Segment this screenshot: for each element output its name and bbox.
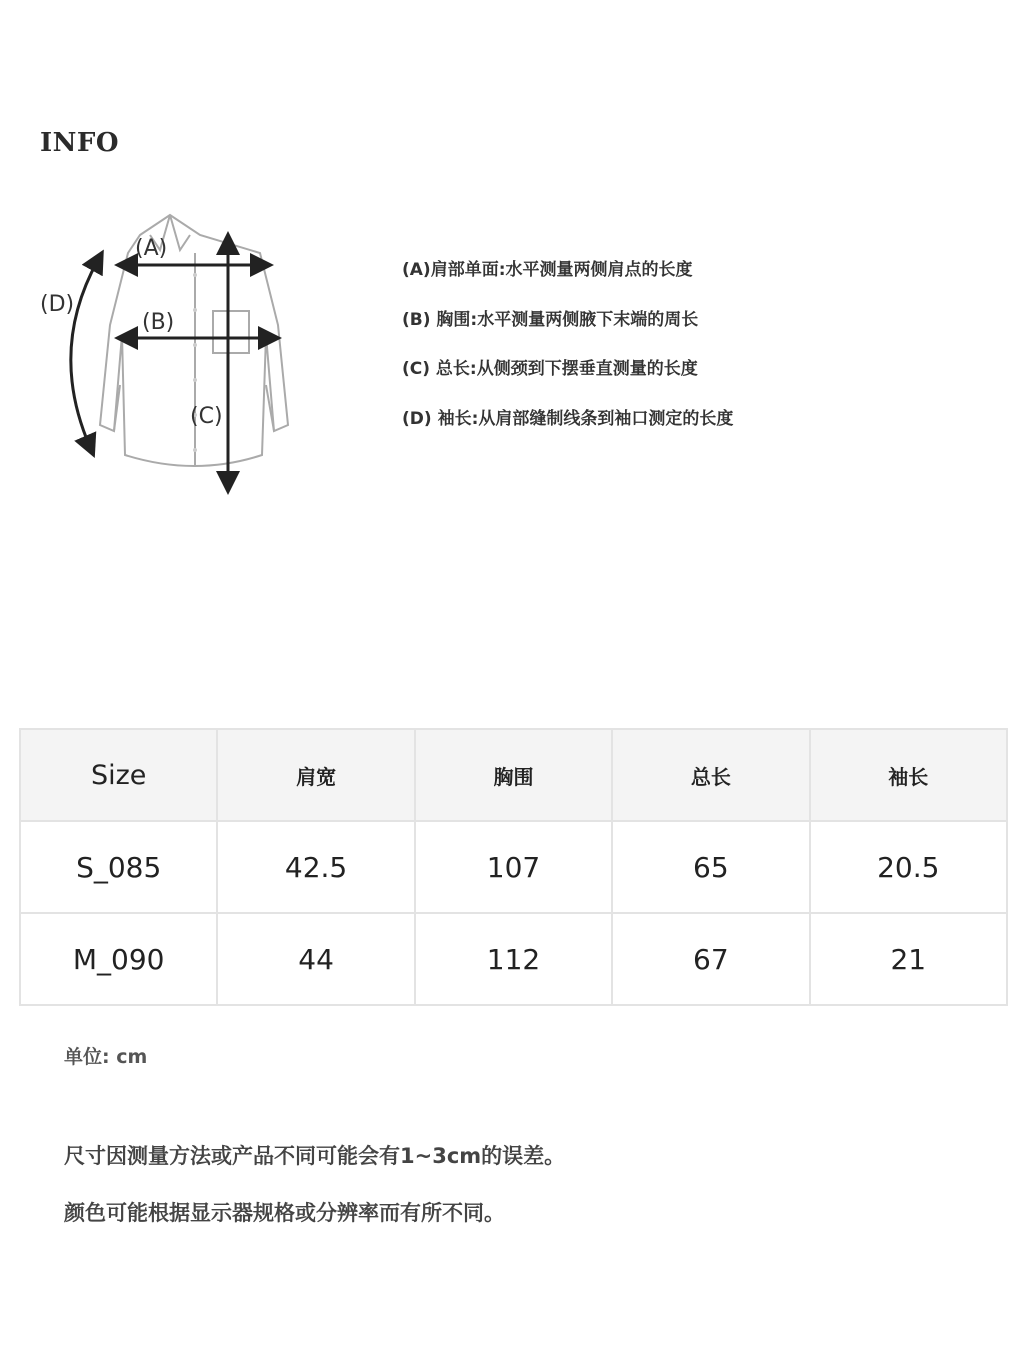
measurement-legend (402, 258, 733, 456)
shirt-diagram (30, 205, 310, 495)
note-measurement-error: 尺寸因测量方法或产品不同可能会有1~3cm的误差。 (64, 1144, 566, 1168)
table-header-row (20, 729, 1007, 821)
legend-item-b: (B) 胸围:水平测量两侧腋下末端的周长 (402, 309, 699, 330)
header-shoulder: 肩宽 (217, 729, 414, 821)
diagram-label-b: (B) (142, 310, 175, 335)
diagram-label-d: (D) (40, 292, 75, 317)
header-length: 总长 (612, 729, 809, 821)
diagram-label-c: (C) (190, 404, 223, 429)
size-table (19, 728, 1008, 1006)
table-cell: 20.5 (810, 821, 1007, 913)
table-cell-size: M_090 (20, 913, 217, 1005)
note-color-difference: 颜色可能根据显示器规格或分辨率而有所不同。 (64, 1201, 505, 1225)
page-title: INFO (40, 128, 120, 158)
table-cell: 42.5 (217, 821, 414, 913)
table-row (20, 821, 1007, 913)
unit-label: 单位: cm (64, 1046, 148, 1068)
diagram-label-a: (A) (135, 236, 168, 261)
table-cell: 65 (612, 821, 809, 913)
legend-item-a: (A)肩部单面:水平测量两侧肩点的长度 (402, 260, 693, 280)
table-cell: 112 (415, 913, 612, 1005)
table-cell: 44 (217, 913, 414, 1005)
legend-item-c: (C) 总长:从侧颈到下摆垂直测量的长度 (402, 359, 698, 379)
header-chest: 胸围 (415, 729, 612, 821)
table-row (20, 913, 1007, 1005)
header-sleeve: 袖长 (810, 729, 1007, 821)
table-cell: 67 (612, 913, 809, 1005)
shirt-outline-icon (100, 215, 288, 467)
table-cell: 107 (415, 821, 612, 913)
header-size: Size (20, 729, 217, 821)
measure-d-arrow (71, 260, 98, 447)
legend-item-d: (D) 袖长:从肩部缝制线条到袖口测定的长度 (402, 408, 734, 429)
table-cell: 21 (810, 913, 1007, 1005)
table-cell-size: S_085 (20, 821, 217, 913)
